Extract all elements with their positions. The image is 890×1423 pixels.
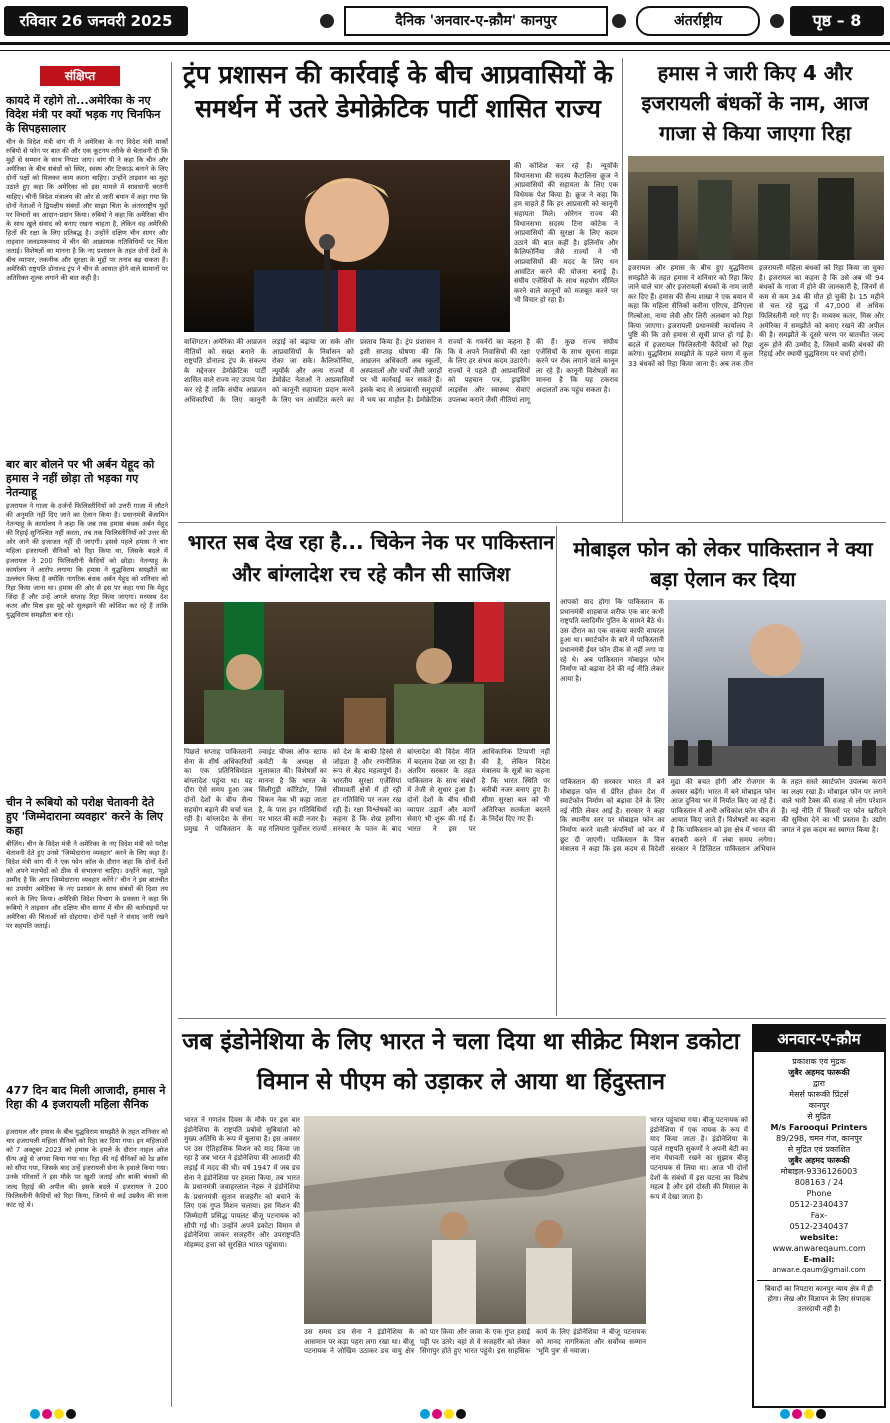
magenta-dot-icon <box>42 1409 52 1419</box>
black-dot-icon <box>456 1409 466 1419</box>
trump-headline[interactable]: ट्रंप प्रशासन की कार्रवाई के बीच आप्रवासियों के समर्थन में उतरे डेमोक्रेटिक पार्टी शासित राज्य <box>183 60 613 123</box>
registration-marks <box>420 1404 540 1415</box>
brief-body-2: इजरायल ने गाजा के दर्जनों फिलिस्तीनियों को उत्तरी गाजा में लौटने की अनुमति नहीं दिए जाने का ऐलान किया है। प्रधानमंत्री बेंजामिन नेतन्याहू के कार्यालय ने कहा कि जब तक हमास बंधक अर्बन येहूद की रिहाई सुनिश्चित नहीं करता, तब तक फिलिस्तीनियों को उत्तर की ओर जाने की इजाजत नहीं दी जाएगी। इससे पहले हमास ने चार महिला इजरायली सैनिकों को रिहा किया था, जिसके बदले में इजरायल ने 200 फिलिस्तीनी कैदियों को छोड़ा। नेतन्याहू के कार्यालय ने आरोप लगाया कि हमास ने युद्धविराम समझौते का उल्लंघन किया है क्योंकि नागरिक बंधक अर्बन येहूद को शनिवार को रिहा किया जाना था। हमास की ओर से इस पर कहा गया कि येहूद जिंदा हैं और उन्हें अगले सप्ताह रिहा किया जाएगा। मध्यस्थ देश कतर और मिस्र इस मुद्दे को सुलझाने की कोशिश कर रहे हैं ताकि युद्धविराम समझौता बना रहे। <box>6 502 168 620</box>
newspaper-name: दैनिक 'अनवार-ए-क़ौम' कानपुर <box>344 6 608 36</box>
imprint-line: 808163 / 24 <box>794 1178 844 1187</box>
wall-shape <box>628 156 884 172</box>
registration-marks <box>30 1404 150 1415</box>
imprint-phone: मोबाइल-9336126003 <box>780 1167 858 1176</box>
brief-headline-4[interactable]: 477 दिन बाद मिली आजादी, हमास ने रिहा की 4 इजरायली महिला सैनिक <box>6 1084 166 1111</box>
figure-shape <box>818 178 854 260</box>
figure-shape <box>698 180 732 260</box>
phone-icon <box>838 740 852 766</box>
imprint-title: अनवार-ए-क़ौम <box>754 1026 884 1052</box>
imprint-line: जुबैर अहमद फारूकी <box>788 1156 850 1165</box>
person-face-shape <box>440 1212 468 1240</box>
officer-face-shape <box>226 654 262 690</box>
dakota-photo-art <box>304 1116 646 1324</box>
imprint-footer: बिवादों का निपटारा कानपुर न्याय क्षेत्र में ही होगा। लेख और विज्ञापन के लिए संपादक उत्तरदायी नहीं है। <box>764 1285 873 1313</box>
photo-face-shape <box>305 178 389 262</box>
cyan-dot-icon <box>420 1409 430 1419</box>
hamas-body: इजरायल और हमास के बीच हुए युद्धविराम समझौते के तहत हमास ने शनिवार को रिहा किए जाने वाले चार और इजरायली बंधकों के नाम जारी कर दिए हैं। हमास की सैन्य शाखा ने एक बयान में कहा कि महिला सैनिकों करीना एरिएव, डेनिएला गिल्बोआ, नामा लेवी और लिरी अलबाग को रिहा किया जाएगा। इजरायली प्रधानमंत्री कार्यालय ने पुष्टि की कि उसे हमास से सूची प्राप्त हो गई है। बदले में इजरायल फिलिस्तीनी कैदियों को रिहा करेगा। युद्धविराम समझौते के पहले चरण में कुल 33 बंधकों को रिहा किया जाना है। अब तक तीन इजरायली महिला बंधकों को रिहा किया जा चुका है। इजरायल का कहना है कि उसे अब भी 94 बंधकों के गाजा में होने की जानकारी है, जिनमें से कम से कम 34 की मौत हो चुकी है। 15 महीने से चल रहे युद्ध में 47,000 से अधिक फिलिस्तीनी मारे गए हैं। मध्यस्थ कतर, मिस्र और अमेरिका ने समझौते को बनाए रखने की अपील की है। समझौते के दूसरे चरण पर बातचीत जल्द शुरू होने की उम्मीद है, जिसमें बाकी बंधकों की रिहाई और स्थायी युद्धविराम पर चर्चा होगी। <box>628 264 884 368</box>
brief-headline-2[interactable]: बार बार बोलने पर भी अर्बन येहूद को हमास ने नहीं छोड़ा तो भड़का गए नेतन्याहू <box>6 458 155 499</box>
brief-body-3: बीजिंग। चीन के विदेश मंत्री ने अमेरिका के नए विदेश मंत्री को परोक्ष चेतावनी देते हुए उनसे 'जिम्मेदाराना व्यवहार' करने के लिए कहा है। विदेश मंत्री वांग यी ने एक फोन कॉल के दौरान कहा कि दोनों देशों को अपने मतभेदों को ठीक से संभालना चाहिए। उन्होंने कहा, 'मुझे उम्मीद है कि आप जिम्मेदाराना व्यवहार करेंगे।' चीन ने इस बातचीत का उपयोग अमेरिका के नए प्रशासन के साथ संबंधों की दिशा तय करने के लिए किया। अमेरिकी विदेश विभाग के प्रवक्ता ने कहा कि रूबियो ने ताइवान और दक्षिण चीन सागर में चीन की कार्रवाइयों पर अमेरिका की चिंताओं को दोहराया। दोनों पक्षों ने संवाद जारी रखने पर सहमति जताई। <box>6 840 168 930</box>
imprint-line: E-mail: <box>803 1255 835 1264</box>
imprint-line: से मुद्रित <box>807 1112 831 1121</box>
dakota-headline[interactable]: जब इंडोनेशिया के लिए भारत ने चला दिया था सीक्रेट मिशन डकोटा विमान से पीएम को उड़ाकर ले आया था हिंदुस्तान <box>182 1029 740 1095</box>
officer-uniform-shape <box>394 684 484 744</box>
imprint-line: प्रकाशक एवं मुद्रक <box>792 1057 846 1066</box>
chicken-neck-headline[interactable]: भारत सब देख रहा है... चिकेन नेक पर पाकिस्तान और बांग्लादेश रच रहे कौन सी साजिश <box>187 530 555 586</box>
imprint-line: जुबैर अहमद फारूकी <box>788 1068 850 1077</box>
brief-body-1: चीन के विदेश मंत्री वांग यी ने अमेरिका के नए विदेश मंत्री मार्को रुबियो से फोन पर बात की और एक कूटनय तरीके से चेतावनी दी कि मुद्दों से सम्मान के साथ निपटा जाए। वांग यी ने कहा कि चीन और अमेरिका के बीच संबंधों को स्थिर, स्वस्थ और टिकाऊ बनाने के लिए दोनों पक्षों को मिलकर काम करना चाहिए। उन्होंने ताइवान का मुद्दा उठाते हुए कहा कि अमेरिका को इस मामले में सावधानी बरतनी चाहिए। चीनी विदेश मंत्रालय की ओर से जारी बयान में कहा गया कि दोनों नेताओं ने द्विपक्षीय संबंधों और साझा चिंता के अंतरराष्ट्रीय मुद्दों पर विचारों का आदान-प्रदान किया। रुबियो ने कहा कि अमेरिका चीन के साथ खुले संवाद को बनाए रखना चाहता है, लेकिन वह अमेरिकी हितों की रक्षा के लिए प्रतिबद्ध है। उन्होंने दक्षिण चीन सागर और ताइवान जलडमरूमध्य में चीन की आक्रामक गतिविधियों पर चिंता जताई। विशेषज्ञों का मानना है कि नए प्रशासन के तहत दोनों देशों के बीच व्यापार, तकनीक और सुरक्षा के मुद्दों पर तनाव बढ़ सकता है। अमेरिकी राष्ट्रपति डोनाल्ड ट्रंप ने चीन से आयात होने वाले सामानों पर अतिरिक्त शुल्क लगाने की बात कही है। <box>6 138 168 283</box>
bullet-dot-icon <box>320 14 334 28</box>
dakota-body-left: भारत ने गणतंत्र दिवस के मौके पर इस बार इंडोनेशिया के राष्ट्रपति प्रबोवो सुबियांतो को मुख्य अतिथि के रूप में बुलाया है। इस अवसर पर उस ऐतिहासिक मिशन को याद किया जा रहा है जब भारत ने इंडोनेशिया की आजादी की लड़ाई में मदद की थी। वर्ष 1947 में जब डच सेना ने इंडोनेशिया पर हमला किया, तब भारत के प्रधानमंत्री जवाहरलाल नेहरू ने इंडोनेशिया के प्रधानमंत्री सुतान सजहरीर को बचाने के लिए एक गुप्त मिशन चलाया। इस मिशन की जिम्मेदारी प्रसिद्ध पायलट बीजू पटनायक को सौंपी गई थी। उन्होंने अपने डकोटा विमान से इंडोनेशिया जाकर सजहरीर और उपराष्ट्रपति मोहम्मद हत्ता को सुरक्षित भारत पहुंचाया। <box>184 1116 300 1249</box>
figure-shape <box>758 184 790 260</box>
mobile-headline[interactable]: मोबाइल फोन को लेकर पाकिस्तान ने क्या बड़ा ऐलान कर दिया <box>573 537 873 591</box>
masthead <box>0 0 890 42</box>
brief-headline-3[interactable]: चीन ने रूबियो को परोक्ष चेतावनी देते हुए 'जिम्मेदाराना व्यवहार' करने के लिए कहा <box>6 796 164 837</box>
imprint-line: 89/298, चमन गंज, कानपुर <box>775 1134 863 1143</box>
microphone-head-icon <box>319 234 335 250</box>
imprint-box <box>752 1024 886 1408</box>
imprint-line: M/s Farooqui Printers <box>770 1123 868 1132</box>
yellow-dot-icon <box>804 1409 814 1419</box>
brief-body-4: इजरायल और हमास के बीच युद्धविराम समझौते के तहत शनिवार को चार इजरायली महिला सैनिकों को रिहा कर दिया गया। इन महिलाओं को 7 अक्टूबर 2023 को हमास के हमले के दौरान नाहल ओज सैन्य अड्डे से अगवा किया गया था। रिहा की गई सैनिकों को रेड क्रॉस को सौंपा गया, जिसके बाद उन्हें इजरायली सेना के हवाले किया गया। उनके परिवारों ने इस मौके पर खुशी जताई और बाकी बंधकों की जल्द रिहाई की अपील की। इसके बदले में इजरायल ने 200 फिलिस्तीनी कैदियों को रिहा किया, जिनमें से कई उम्रकैद की सजा काट रहे थे। <box>6 1128 168 1209</box>
cyan-dot-icon <box>30 1409 40 1419</box>
bullet-dot-icon <box>770 14 784 28</box>
brief-badge: संक्षिप्त <box>40 66 120 86</box>
phone-icon <box>862 740 876 766</box>
person-face-shape <box>750 624 802 676</box>
brief-headline-1[interactable]: कायदे में रहोगे तो...अमेरिका के नए विदेश मंत्री पर क्यों भड़क गए चिनफिन के सिपहसालार <box>6 94 161 135</box>
hamas-photo-art <box>628 156 884 260</box>
dakota-body-mid: उस समय डच सेना ने इंडोनेशिया के आसमान पर कड़ा पहरा लगा रखा था। बीजू पटनायक ने जोखिम उठाकर डच वायु क्षेत्र को पार किया और जावा के एक गुप्त हवाई पट्टी पर उतरे। वहां से वे सजहरीर को लेकर सिंगापुर होते हुए भारत पहुंचे। इस साहसिक कार्य के लिए इंडोनेशिया ने बीजू पटनायक को मानद नागरिकता और सर्वोच्च सम्मान 'भूमि पुत्र' से नवाजा। <box>304 1328 646 1356</box>
cyan-dot-icon <box>780 1409 790 1419</box>
yellow-dot-icon <box>444 1409 454 1419</box>
hamas-headline[interactable]: हमास ने जारी किए 4 और इजरायली बंधकों के नाम, आज गाजा से किया जाएगा रिहा <box>641 61 869 145</box>
mobile-photo <box>668 600 886 776</box>
chicken-neck-photo-art <box>184 602 550 744</box>
trump-photo <box>184 160 510 332</box>
imprint-line: 0512-2340437 <box>789 1222 849 1231</box>
masthead-rule <box>0 42 890 45</box>
person-body-shape <box>432 1240 476 1324</box>
masthead-thin-rule <box>0 50 890 51</box>
page-number: पृष्ठ – 8 <box>790 6 884 36</box>
black-dot-icon <box>66 1409 76 1419</box>
trump-body: वाशिंगटन। अमेरिका की आव्रजन नीतियों को सख्त बनाने के राष्ट्रपति डोनाल्ड ट्रंप के संकल्प के मद्देनजर डेमोक्रेटिक पार्टी शासित वाले राज्य नए उपाय पेश कर रहे हैं ताकि संघीय आव्रजन अधिकारियों के लिए कानूनी लड़ाई को बढ़ाया जा सके और आप्रवासियों के निर्वासन को रोका जा सके। कैलिफोर्निया, न्यूयॉर्क और अन्य राज्यों में डेमोक्रेट नेताओं ने आप्रवासियों को कानूनी सहायता प्रदान करने के लिए धन आवंटित करने का प्रस्ताव किया है। ट्रंप प्रशासन ने इसी सप्ताह घोषणा की कि आव्रजन अधिकारी अब स्कूलों, अस्पतालों और चर्चों जैसी जगहों पर भी कार्रवाई कर सकते हैं। इसके बाद से आप्रवासी समुदायों में भय का माहौल है। डेमोक्रेटिक राज्यों के गवर्नरों का कहना है कि वे अपने निवासियों की रक्षा के लिए हर संभव कदम उठाएंगे। राज्यों ने पहले ही आप्रवासियों को पहचान पत्र, ड्राइविंग लाइसेंस और स्वास्थ्य सेवाएं उपलब्ध कराने जैसी नीतियां लागू की हैं। कुछ राज्य संघीय एजेंसियों के साथ सूचना साझा करने पर रोक लगाने वाले कानून ला रहे हैं। कानूनी विशेषज्ञों का मानना है कि यह टकराव अदालतों तक पहुंच सकता है। <box>184 338 618 404</box>
mobile-body: पाकिस्तान की सरकार भारत में बने मोबाइल फोन से प्रेरित होकर देश में स्मार्टफोन निर्माण को बढ़ावा देने के लिए नई नीति लेकर आई है। सरकार ने कहा कि स्थानीय स्तर पर मोबाइल फोन का निर्माण करने वाली कंपनियों को कर में छूट दी जाएगी। पाकिस्तान के वित्त मंत्रालय ने कहा कि इस कदम से विदेशी मुद्रा की बचत होगी और रोजगार के अवसर बढ़ेंगे। भारत में बने मोबाइल फोन आज दुनिया भर में निर्यात किए जा रहे हैं। पाकिस्तान में अभी अधिकांश फोन चीन से आयात किए जाते हैं। विशेषज्ञों का कहना है कि पाकिस्तान को इस क्षेत्र में भारत की बराबरी करने में लंबा समय लगेगा। सरकार ने डिजिटल पाकिस्तान अभियान के तहत सस्ते स्मार्टफोन उपलब्ध कराने का लक्ष्य रखा है। मोबाइल फोन पर लगने वाले भारी टैक्स की वजह से लोग परेशान हैं। नई नीति में किस्तों पर फोन खरीदने की सुविधा देने का भी प्रस्ताव है। उद्योग जगत ने इस कदम का स्वागत किया है। <box>560 778 886 854</box>
imprint-line: Phone <box>806 1189 832 1198</box>
dakota-photo <box>304 1116 646 1324</box>
imprint-email-link[interactable]: anwar.e.qaum@gmail.com <box>772 1266 866 1274</box>
chicken-neck-photo <box>184 602 550 744</box>
hamas-photo <box>628 156 884 260</box>
figure-shape <box>648 186 678 260</box>
bullet-dot-icon <box>612 14 626 28</box>
chair-shape <box>344 698 386 744</box>
chicken-neck-body: पिछले सप्ताह पाकिस्तानी सेना के शीर्ष अधिकारियों का एक प्रतिनिधिमंडल बांग्लादेश पहुंचा था। यह दौरा ऐसे समय हुआ जब दोनों देशों के बीच सैन्य सहयोग बढ़ाने की चर्चा चल रही है। बांग्लादेश के सेना प्रमुख ने पाकिस्तान के ज्वाइंट चीफ्स ऑफ स्टाफ कमेटी के अध्यक्ष से मुलाकात की। विशेषज्ञों का मानना है कि भारत के सिलीगुड़ी कॉरिडोर, जिसे चिकन नेक भी कहा जाता है, के पास इन गतिविधियों पर भारत की कड़ी नजर है। यह गलियारा पूर्वोत्तर राज्यों को देश के बाकी हिस्से से जोड़ता है और रणनीतिक रूप से बेहद महत्वपूर्ण है। भारतीय सुरक्षा एजेंसियां सीमावर्ती क्षेत्रों में हो रही हर गतिविधि पर नजर रख रही हैं। रक्षा विश्लेषकों का कहना है कि शेख हसीना सरकार के पतन के बाद बांग्लादेश की विदेश नीति में बदलाव देखा जा रहा है। अंतरिम सरकार के तहत पाकिस्तान के साथ संबंधों में तेजी से सुधार हुआ है। दोनों देशों के बीच सीधी व्यापार उड़ानें और कार्गो सेवाएं भी शुरू की गई हैं। भारत ने इस पर आधिकारिक टिप्पणी नहीं की है, लेकिन विदेश मंत्रालय के सूत्रों का कहना है कि भारत स्थिति पर करीबी नजर बनाए हुए है। सीमा सुरक्षा बल को भी अतिरिक्त सतर्कता बरतने के निर्देश दिए गए हैं। <box>184 748 550 833</box>
phone-icon <box>674 740 688 766</box>
imprint-line: मेसर्स फारूकी प्रिंटर्स <box>789 1090 849 1099</box>
flag-shape <box>474 602 504 682</box>
trump-photo-art <box>184 160 510 332</box>
imprint-line: कानपुर <box>808 1101 830 1110</box>
dakota-body-right: भारत पहुंचाया गया। बीजू पटनायक को इंडोनेशिया में एक नायक के रूप में याद किया जाता है। इंडोनेशिया के पहले राष्ट्रपति सुकर्णो ने अपनी बेटी का नाम मेघावती रखने का सुझाव बीजू पटनायक से लिया था। आज भी दोनों देशों के संबंधों में इस घटना का विशेष महत्व है और इसे दोस्ती की मिसाल के रूप में देखा जाता है। <box>650 1116 748 1201</box>
microphone-icon <box>324 240 330 332</box>
officer-uniform-shape <box>204 690 284 744</box>
phone-icon <box>698 740 712 766</box>
imprint-line: website: <box>799 1233 839 1242</box>
trump-body-right: की कोशिश कर रहे हैं। न्यूयॉर्क विधानसभा की सदस्य कैटालिना क्रूज ने आप्रवासियों की सहायता के लिए एक विधेयक पेश किया है। क्रूज ने कहा कि हम चाहते हैं कि हर आप्रवासी को कानूनी सहायता मिले। ओरेगन राज्य की विधानसभा सदस्य टिना कोटेक ने आप्रवासियों की सुरक्षा के लिए कदम उठाने की बात कही है। इलिनॉय और कैलिफोर्निया जैसे राज्यों ने भी आप्रवासियों की मदद के लिए धन आवंटित करने की योजना बनाई है। संघीय एजेंसियों के साथ सहयोग सीमित करने वाले कानूनों को मजबूत करने पर भी विचार हो रहा है। <box>514 162 618 305</box>
person-face-shape <box>535 1220 563 1248</box>
mobile-photo-art <box>668 600 886 776</box>
imprint-website-link[interactable]: www.anwareqaum.com <box>772 1244 866 1253</box>
black-dot-icon <box>816 1409 826 1419</box>
aircraft-engine-icon <box>504 1158 564 1190</box>
registration-marks <box>780 1404 890 1415</box>
issue-date: रविवार 26 जनवरी 2025 <box>4 6 188 36</box>
imprint-line: द्वारा <box>812 1079 826 1088</box>
person-body-shape <box>526 1248 572 1324</box>
yellow-dot-icon <box>54 1409 64 1419</box>
officer-face-shape <box>416 648 452 684</box>
aircraft-wing-shape <box>304 1146 646 1212</box>
section-name: अंतर्राष्ट्रीय <box>636 6 760 36</box>
magenta-dot-icon <box>432 1409 442 1419</box>
section-divider <box>178 1018 886 1019</box>
section-divider <box>178 522 886 523</box>
person-suit-shape <box>728 678 824 748</box>
magenta-dot-icon <box>792 1409 802 1419</box>
column-divider <box>556 526 557 1016</box>
imprint-line: 0512-2340437 <box>789 1200 849 1209</box>
mobile-body-left: आपको याद होगा कि पाकिस्तान के प्रधानमंत्री शाहबाज शरीफ एक बार कभी राष्ट्रपति व्लादिमीर पुतिन के सामने बैठे थे। उस दौरान का एक वाकया काफी वायरल हुआ था। स्मार्टफोन के बारे में पाकिस्तानी प्रधानमंत्री ईयर फोन ठीक से नहीं लगा पा रहे थे। अब पाकिस्तान मोबाइल फोन निर्माण को बढ़ावा देने की नई नीति लेकर आया है। <box>560 598 664 683</box>
column-divider <box>622 58 623 522</box>
imprint-line: से मुद्रित एवं प्रकाशित <box>787 1145 851 1154</box>
photo-tie-shape <box>338 270 356 332</box>
imprint-line: Fax- <box>810 1211 828 1220</box>
